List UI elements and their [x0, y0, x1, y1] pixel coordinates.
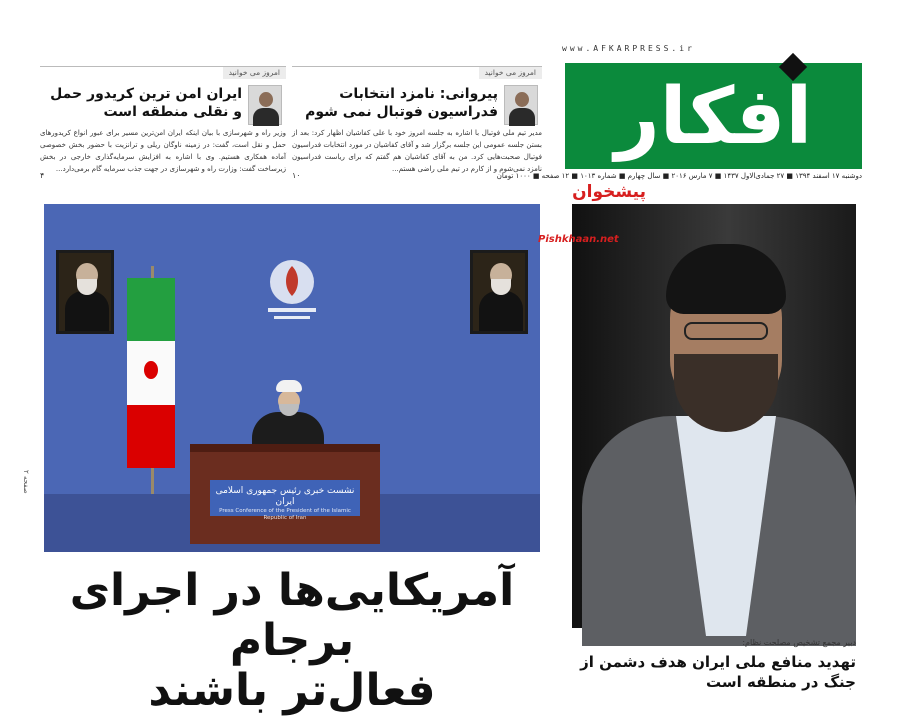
teaser-page-number: ۱۰: [292, 171, 301, 180]
watermark-fa: پیشخوان: [572, 182, 646, 202]
photo-credit: صفحه ۲: [22, 470, 30, 494]
teaser-tag: امروز می خوانید: [223, 67, 286, 79]
teaser-tag: امروز می خوانید: [479, 67, 542, 79]
teaser-body: مدیر تیم ملی فوتبال با اشاره به جلسه امروز خود با علی کفاشیان اظهار کرد: بعد از بستن جلسه عمومی این جلسه برگزار شد و آقای کفاشیان در مورد انتخابات فدراسیون فوتبال صحبت‌هایی کرد. من به آقای کفاشیان هم گفتم که برای ریاست فدراسیون نامزد نمی‌شوم و از کارم در تیم ملی راضی هستم...: [292, 129, 542, 173]
presidency-emblem-icon: [254, 252, 330, 328]
desk-banner-title: نشست خبری رئیس جمهوری اسلامی ایران: [215, 486, 355, 507]
teaser-headline: ایران امن ترین کریدور حمل و نقلی منطقه است: [50, 86, 242, 120]
main-headline-line1: آمریکایی‌ها در اجرای برجام: [69, 565, 515, 666]
watermark-en: Pishkhaan.net: [538, 234, 619, 245]
masthead-url: www.AFKARPRESS.ir: [562, 44, 695, 53]
desk-banner: [210, 480, 360, 521]
main-headline[interactable]: [44, 566, 540, 716]
teaser-page-number: ۴: [40, 171, 45, 180]
main-headline-line2: فعال‌تر باشند: [148, 665, 436, 716]
iran-flag: [127, 278, 175, 468]
desk-banner-subtitle: Press Conference of the President of the Islamic Republic of Iran: [219, 508, 351, 521]
pishkhaan-watermark: [538, 180, 650, 250]
teaser-thumbnail: [504, 85, 538, 125]
side-story-headline[interactable]: تهدید منافع ملی ایران هدف دشمن از جنگ در منطقه است: [580, 653, 856, 691]
newspaper-logo: افکار: [614, 72, 813, 162]
teaser-body: وزیر راه و شهرسازی با بیان اینکه ایران امن‌ترین مسیر برای عبور انواع کریدورهای حمل و نقل است، گفت: در زمینه ناوگان ریلی و ترانزیت با حضور بخش خصوصی آماده همکاری هستیم. وی با اشاره به افزایش سرمایه‌گذاری خارجی در بخش زیرساخت گفت: وزارت راه و شهرسازی در جهت جذب سرمایه گام برمی‌دارد...: [40, 129, 286, 173]
teaser-transport[interactable]: [40, 66, 286, 186]
portrait-left: [56, 250, 114, 334]
portrait-right: [470, 250, 528, 334]
speaker-figure: [246, 380, 330, 446]
main-photo[interactable]: [44, 204, 540, 552]
teaser-thumbnail: [248, 85, 282, 125]
dateline: دوشنبه ۱۷ اسفند ۱۳۹۴ ■ ۲۷ جمادی‌الاول ۱۴۳۷ ■ ۷ مارس ۲۰۱۶ ■ سال چهارم ■ شماره ۱۰۱۳ ■ ۱۲ صفحه ■ ۱۰۰۰ تومان: [496, 172, 862, 180]
press-desk: [190, 444, 380, 544]
teaser-football[interactable]: [292, 66, 542, 186]
teaser-headline: پیروانی: نامزد انتخابات فدراسیون فوتبال نمی شوم: [305, 86, 498, 120]
side-story-kicker: دبیر مجمع تشخیص مصلحت نظام:: [742, 638, 856, 647]
side-story-photo[interactable]: [572, 204, 856, 628]
